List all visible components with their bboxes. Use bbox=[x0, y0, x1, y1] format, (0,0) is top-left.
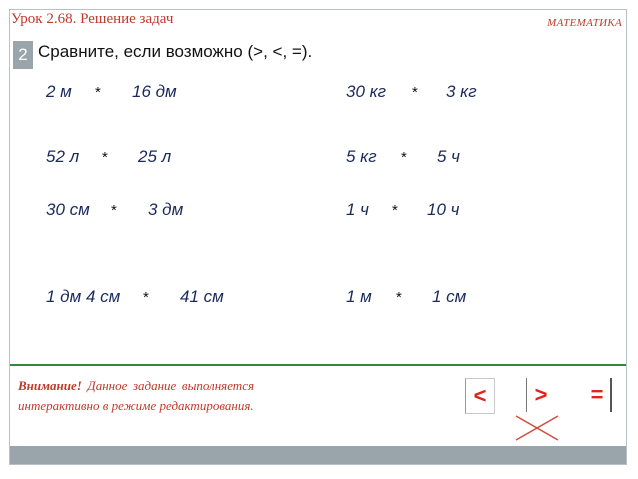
attention-text: Данное задание выполняется интерактивно в режиме редактирования. bbox=[18, 378, 255, 413]
greater-than-button[interactable]: > bbox=[526, 378, 555, 412]
comparison-right: 3 дм bbox=[148, 200, 184, 219]
comparison-placeholder[interactable]: * bbox=[95, 84, 101, 101]
comparison-placeholder[interactable]: * bbox=[111, 202, 117, 219]
comparison-left: 30 кг bbox=[346, 82, 387, 101]
comparison-right: 3 кг bbox=[446, 82, 477, 101]
comparison-placeholder[interactable]: * bbox=[401, 149, 407, 166]
lesson-title: Урок 2.68. Решение задач bbox=[11, 11, 174, 27]
comparison-left: 2 м bbox=[46, 82, 72, 101]
attention-label: Внимание! bbox=[18, 378, 82, 393]
comparison-right: 5 ч bbox=[437, 147, 460, 166]
comparison-placeholder[interactable]: * bbox=[102, 149, 108, 166]
comparison-placeholder[interactable]: * bbox=[396, 289, 402, 306]
comparison-left: 1 дм 4 см bbox=[46, 287, 121, 306]
task-number-badge: 2 bbox=[13, 41, 33, 69]
comparison-right: 1 см bbox=[432, 287, 467, 306]
comparison-right: 25 л bbox=[138, 147, 172, 166]
comparison-left: 5 кг bbox=[346, 147, 377, 166]
attention-note bbox=[18, 376, 254, 416]
comparison-left: 1 ч bbox=[346, 200, 369, 219]
comparison-left: 52 л bbox=[46, 147, 80, 166]
comparison-placeholder[interactable]: * bbox=[392, 202, 398, 219]
comparison-placeholder[interactable]: * bbox=[143, 289, 149, 306]
comparison-left: 1 м bbox=[346, 287, 372, 306]
less-than-button[interactable]: < bbox=[465, 378, 495, 414]
task-instruction: Сравните, если возможно (>, <, =). bbox=[38, 42, 313, 61]
comparison-right: 16 дм bbox=[132, 82, 177, 101]
comparison-right: 10 ч bbox=[427, 200, 460, 219]
bottom-bar bbox=[10, 446, 626, 464]
divider-line bbox=[10, 364, 626, 366]
subject-label: МАТЕМАТИКА bbox=[547, 17, 622, 29]
equals-button[interactable]: = bbox=[584, 378, 612, 412]
comparison-placeholder[interactable]: * bbox=[412, 84, 418, 101]
comparison-left: 30 см bbox=[46, 200, 90, 219]
comparison-right: 41 см bbox=[180, 287, 224, 306]
cross-mark-icon bbox=[513, 413, 561, 443]
